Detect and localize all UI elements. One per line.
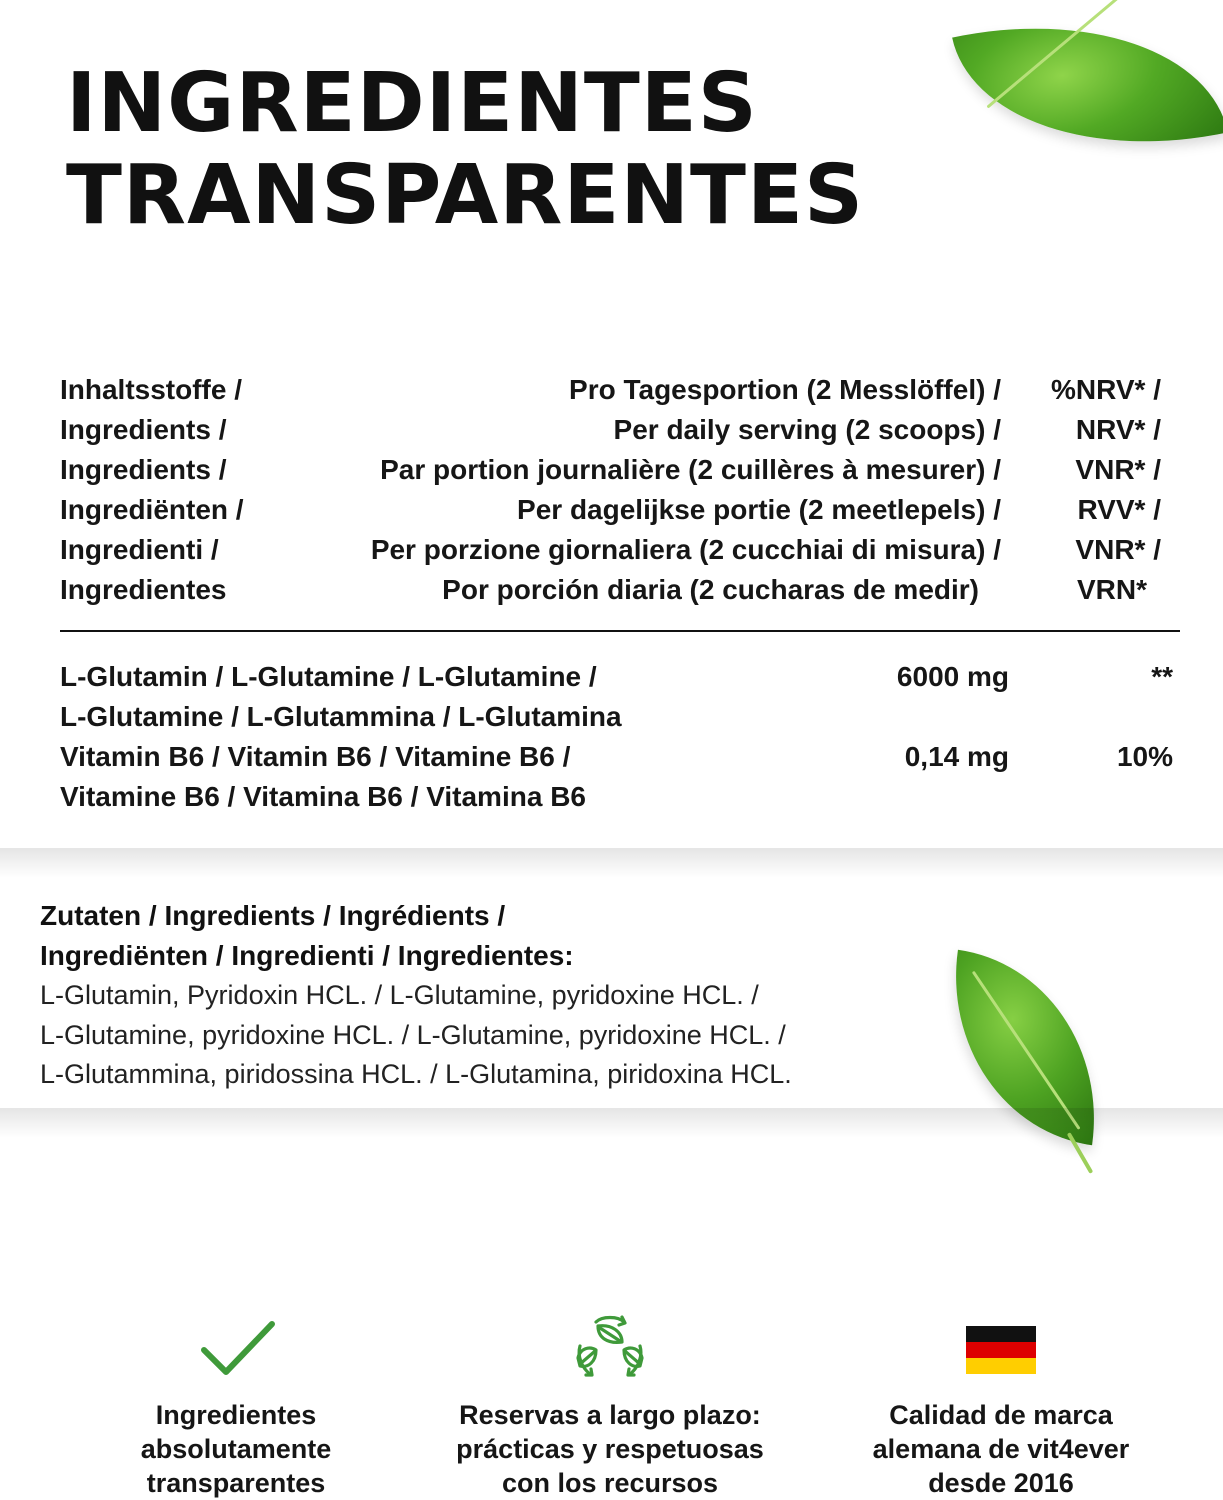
header-serving-de: Pro Tagesportion (2 Messlöffel) /: [569, 374, 1001, 405]
feature-long-term-supply: [440, 1398, 780, 1500]
row-b6-name-2: Vitamine B6 / Vitamina B6 / Vitamina B6: [60, 781, 586, 812]
feature-3-line-3: desde 2016: [928, 1468, 1074, 1498]
header-nrv-en: NRV* /: [1075, 414, 1161, 445]
zutaten-heading-line-2: Ingrediënten / Ingredienti / Ingredientes:: [40, 940, 574, 971]
table-divider: [60, 630, 1180, 632]
feature-2-line-2: prácticas y respetuosas: [456, 1434, 764, 1464]
header-ingredient-it: Ingredienti /: [60, 534, 219, 565]
header-nrv-es: VRN*: [1076, 574, 1147, 605]
feature-german-quality: [831, 1398, 1171, 1500]
row-glutamine-amount: 6000 mg: [896, 661, 1009, 692]
header-serving-nl: Per dagelijkse portie (2 meetlepels) /: [517, 494, 1001, 525]
feature-transparent-ingredients: [66, 1398, 406, 1500]
header-serving-fr: Par portion journalière (2 cuillères à mesurer) /: [380, 454, 1001, 485]
header-serving-en: Per daily serving (2 scoops) /: [613, 414, 1001, 445]
header-ingredient-en: Ingredients /: [60, 414, 227, 445]
row-glutamine-name-1: L-Glutamin / L-Glutamine / L-Glutamine /: [60, 661, 597, 692]
row-b6-name-1: Vitamin B6 / Vitamin B6 / Vitamine B6 /: [60, 741, 571, 772]
header-serving-it: Per porzione giornaliera (2 cucchiai di misura) /: [370, 534, 1001, 565]
row-glutamine-name-2: L-Glutamine / L-Glutammina / L-Glutamina: [60, 701, 622, 732]
check-icon: [200, 1318, 276, 1382]
title-line-1: INGREDIENTES: [66, 56, 758, 151]
row-b6-nrv: 10%: [1116, 741, 1173, 772]
header-nrv-it: VNR* /: [1075, 534, 1161, 565]
leaf-image-top: [952, 0, 1223, 184]
header-nrv-nl: RVV* /: [1077, 494, 1161, 525]
header-serving-es: Por porción diaria (2 cucharas de medir): [442, 574, 979, 605]
page-title: [66, 58, 864, 242]
feature-1-line-3: transparentes: [146, 1468, 326, 1498]
zutaten-line-1: L-Glutamin, Pyridoxin HCL. / L-Glutamine, pyridoxine HCL. /: [40, 980, 759, 1010]
header-ingredient-nl: Ingrediënten /: [60, 494, 244, 525]
section-shadow-1: [0, 848, 1223, 878]
zutaten-heading-line-1: Zutaten / Ingredients / Ingrédients /: [40, 900, 506, 931]
row-glutamine-nrv: **: [1151, 661, 1173, 692]
feature-3-line-1: Calidad de marca: [889, 1400, 1113, 1430]
feature-1-line-2: absolutamente: [140, 1434, 332, 1464]
section-shadow-2: [0, 1108, 1223, 1138]
feature-1-line-1: Ingredientes: [155, 1400, 317, 1430]
header-nrv-fr: VNR* /: [1075, 454, 1161, 485]
recycle-leaves-icon: [572, 1312, 648, 1388]
zutaten-line-3: L-Glutammina, piridossina HCL. / L-Glutamina, piridoxina HCL.: [40, 1059, 792, 1089]
zutaten-heading: [40, 896, 574, 976]
title-line-2: TRANSPARENTES: [66, 148, 865, 243]
zutaten-line-2: L-Glutamine, pyridoxine HCL. / L-Glutamine, pyridoxine HCL. /: [40, 1019, 786, 1050]
header-ingredient-de: Inhaltsstoffe /: [60, 374, 243, 405]
header-nrv-de: %NRV* /: [1051, 374, 1161, 405]
german-flag-icon: [966, 1326, 1036, 1374]
header-ingredient-es: Ingredientes: [60, 574, 227, 605]
zutaten-body: [40, 976, 792, 1095]
row-b6-amount: 0,14 mg: [904, 741, 1009, 772]
feature-3-line-2: alemana de vit4ever: [872, 1434, 1130, 1464]
feature-2-line-1: Reservas a largo plazo:: [459, 1400, 761, 1430]
header-ingredient-fr: Ingredients /: [60, 454, 227, 485]
feature-2-line-3: con los recursos: [501, 1468, 719, 1498]
